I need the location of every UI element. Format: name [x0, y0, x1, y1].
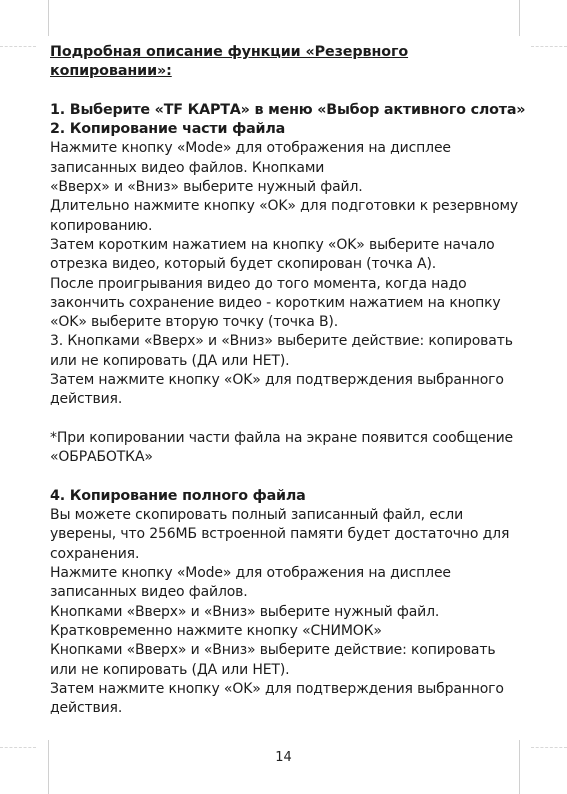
- trim-mark-right-bottom: [519, 740, 520, 794]
- text-line: записанных видео файлов.: [50, 584, 248, 601]
- text-line: Длительно нажмите кнопку «OK» для подготовки к резервному: [50, 198, 519, 215]
- document-title-line-1: Подробная описание функции «Резервного: [50, 44, 409, 60]
- text-line: Нажмите кнопку «Mode» для отображения на дисплее: [50, 140, 451, 157]
- step-2-heading: 2. Копирование части файла: [50, 121, 286, 138]
- page-number: 14: [275, 750, 292, 765]
- trim-mark-right-top: [519, 0, 520, 36]
- spacer: [50, 82, 550, 101]
- text-line: «Вверх» и «Вниз» выберите нужный файл.: [50, 179, 363, 196]
- trim-mark-left-bottom: [48, 740, 49, 794]
- note-line: «ОБРАБОТКА»: [50, 449, 153, 466]
- text-line: Вы можете скопировать полный записанный файл, если: [50, 507, 464, 524]
- step-1-heading: 1. Выберите «TF КАРТА» в меню «Выбор активного слота»: [50, 101, 526, 118]
- text-line: После проигрывания видео до того момента, когда надо: [50, 275, 467, 292]
- text-line: или не копировать (ДА или НЕТ).: [50, 352, 290, 369]
- spacer: [50, 468, 550, 487]
- text-line: Затем нажмите кнопку «OK» для подтверждения выбранного: [50, 680, 504, 697]
- text-line: копированию.: [50, 217, 153, 234]
- text-line: или не копировать (ДА или НЕТ).: [50, 661, 290, 678]
- text-line: действия.: [50, 700, 123, 717]
- text-line: записанных видео файлов. Кнопками: [50, 159, 325, 176]
- text-line: Затем коротким нажатием на кнопку «OK» выберите начало: [50, 236, 495, 253]
- text-line: 3. Кнопками «Вверх» и «Вниз» выберите действие: копировать: [50, 333, 513, 350]
- text-line: действия.: [50, 391, 123, 408]
- text-line: закончить сохранение видео - коротким нажатием на кнопку: [50, 294, 501, 311]
- text-line: Нажмите кнопку «Mode» для отображения на дисплее: [50, 565, 451, 582]
- text-line: Кнопками «Вверх» и «Вниз» выберите нужный файл.: [50, 603, 440, 620]
- note-line: *При копировании части файла на экране появится сообщение: [50, 429, 513, 446]
- trim-mark-bottom-left: [0, 747, 36, 748]
- trim-mark-left-top: [48, 0, 49, 36]
- text-line: сохранения.: [50, 545, 140, 562]
- trim-mark-top-left: [0, 46, 36, 47]
- text-line: отрезка видео, который будет скопирован (точка А).: [50, 256, 437, 273]
- document-body: [50, 43, 550, 718]
- text-line: Кнопками «Вверх» и «Вниз» выберите действие: копировать: [50, 642, 496, 659]
- document-title-line-2: копировании»:: [50, 63, 172, 80]
- step-2-body: [50, 139, 550, 409]
- processing-note: [50, 429, 550, 468]
- spacer: [50, 410, 550, 429]
- step-4-body: [50, 506, 550, 718]
- text-line: Кратковременно нажмите кнопку «СНИМОК»: [50, 622, 382, 639]
- text-line: Затем нажмите кнопку «OK» для подтверждения выбранного: [50, 372, 504, 389]
- text-line: «OK» выберите вторую точку (точка B).: [50, 314, 339, 331]
- trim-mark-bottom-right: [531, 747, 567, 748]
- step-4-heading: 4. Копирование полного файла: [50, 487, 306, 504]
- text-line: уверены, что 256МБ встроенной памяти будет достаточно для: [50, 526, 510, 543]
